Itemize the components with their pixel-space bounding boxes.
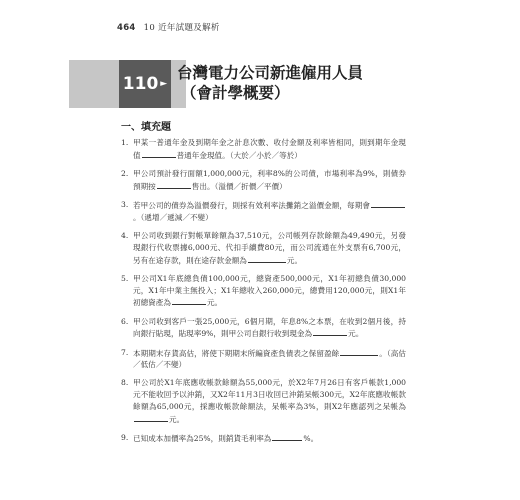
answer-blank bbox=[340, 347, 378, 356]
page-number: 464 bbox=[117, 23, 136, 33]
question-number: 5. bbox=[121, 273, 129, 283]
question-9 bbox=[121, 432, 406, 445]
exam-number-badge bbox=[119, 60, 171, 108]
exam-number: 110 bbox=[122, 74, 159, 94]
answer-blank bbox=[371, 199, 405, 208]
answer-blank bbox=[142, 149, 176, 158]
question-number: 2. bbox=[121, 168, 129, 178]
question-number: 4. bbox=[121, 230, 129, 240]
question-6 bbox=[121, 316, 406, 341]
answer-blank bbox=[172, 296, 206, 305]
question-text: 甲某一普通年金及到期年金之計息次數、收付金額及利率皆相同，則到期年金現值 bbox=[133, 138, 406, 160]
exam-title bbox=[177, 63, 363, 103]
question-text-tail: 元。 bbox=[286, 255, 303, 265]
question-text-tail: 元。 bbox=[348, 329, 364, 339]
exam-title-line1: 台灣電力公司新進僱用人員 bbox=[177, 64, 364, 82]
triangle-icon: ► bbox=[160, 79, 168, 89]
running-header bbox=[117, 21, 220, 33]
question-text: 已知成本加價率為25%，則銷貨毛利率為 bbox=[133, 434, 272, 444]
question-number: 1. bbox=[121, 138, 129, 147]
book-title: 10 近年試題及解析 bbox=[143, 23, 220, 33]
question-4 bbox=[121, 230, 406, 266]
answer-blank bbox=[134, 413, 168, 422]
question-text-tail: 元。 bbox=[169, 414, 185, 424]
question-text-tail: 普通年金現值。（大於／小於／等於） bbox=[176, 150, 302, 160]
question-text: 若甲公司的債券為溢價發行，則採有效利率法攤銷之溢價金額，每期會 bbox=[133, 200, 370, 210]
answer-blank bbox=[272, 432, 302, 441]
question-3 bbox=[121, 199, 406, 224]
question-text-tail: 元。 bbox=[206, 298, 223, 308]
question-list bbox=[121, 137, 406, 451]
question-2 bbox=[121, 168, 406, 193]
question-text-tail: 。（遞增／遞減／不變） bbox=[133, 212, 213, 222]
question-text: 甲公司於X1年底應收帳款餘額為55,000元，於X2年7月26日有客戶帳款1,000元不能收回予以沖銷，又X2年11月3日收回已沖銷呆帳300元，X2年底應收帳款餘額為65,000元，採應收帳款餘額法，呆帳率為3%，則X2年應認列之呆帳為 bbox=[133, 378, 406, 412]
section-heading: 一、填充題 bbox=[121, 122, 171, 133]
exam-title-line2: （會計學概要） bbox=[181, 84, 290, 102]
question-number: 7. bbox=[121, 347, 129, 357]
question-1 bbox=[121, 137, 406, 162]
question-text-tail: 。（高估／低估／不變） bbox=[133, 348, 407, 370]
question-number: 6. bbox=[121, 316, 129, 326]
question-number: 3. bbox=[121, 199, 129, 209]
question-8 bbox=[121, 377, 406, 425]
question-number: 8. bbox=[121, 378, 129, 388]
question-text: 甲公司收到客戶一張25,000元，6個月期，年息8%之本票，在收到2個月後，持向銀行貼現，貼現率9%，則甲公司自銀行收到現金為 bbox=[133, 316, 406, 339]
answer-blank bbox=[157, 180, 191, 189]
question-text-tail: %。 bbox=[303, 434, 319, 444]
question-text: 本期期末存貨高估，將使下期期末所編資產負債表之保留盈餘 bbox=[133, 348, 340, 358]
answer-blank bbox=[313, 327, 347, 336]
question-5 bbox=[121, 273, 406, 309]
question-text: 甲公司預計發行面額1,000,000元，利率8%的公司債，市場利率為9%，則債券預期按 bbox=[133, 168, 406, 191]
question-text: 甲公司X1年底總負債100,000元，總資產500,000元，X1年初總負債30,000元，X1年中業主無投入；X1年總收入260,000元，總費用120,000元，則X1年初總資產為 bbox=[133, 273, 406, 308]
answer-blank bbox=[248, 254, 286, 263]
question-7 bbox=[121, 347, 406, 372]
question-number: 9. bbox=[121, 433, 129, 443]
question-text-tail: 售出。（溢價／折價／平價） bbox=[191, 181, 287, 191]
question-text: 甲公司收到銀行對帳單餘額為37,510元，公司帳列存款餘額為49,490元，另發現銀行代收票據6,000元、代扣手續費80元，而公司流通在外支票有6,700元，另有在途存款，則在途存款金額為 bbox=[133, 230, 406, 265]
